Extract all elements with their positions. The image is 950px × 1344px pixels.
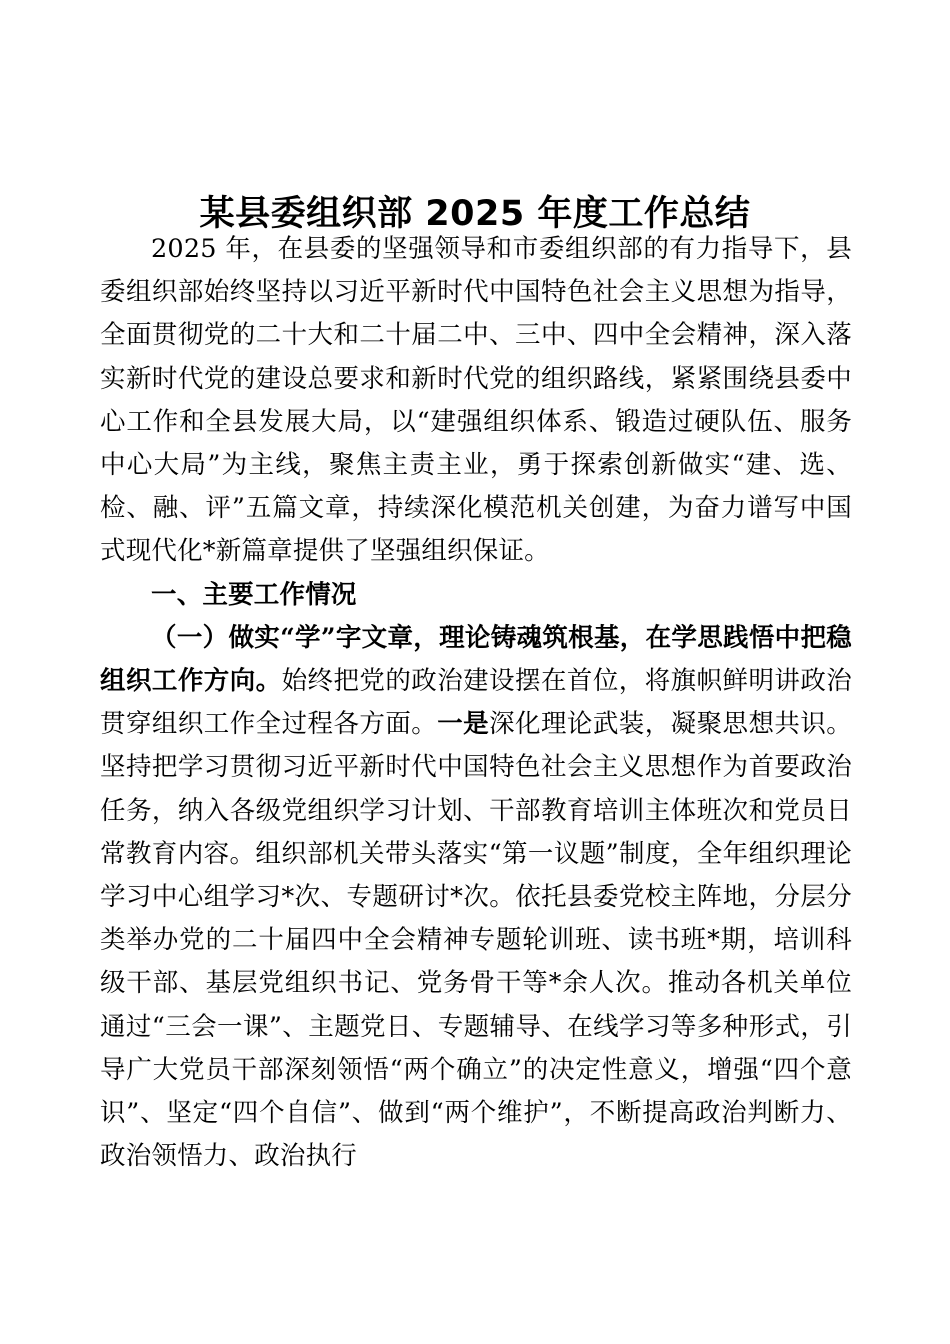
- text-run: 深化理论武装，凝聚思想共识。坚持把学习贯彻习近平新时代中国特色社会主义思想作为首要政治任务，纳入各级党组织学习计划、干部教育培训主体班次和党员日常教育内容。组织部机关带头落实“第一议题”制度，全年组织理论学习中心组学习*次、专题研讨*次。依托县委党校主阵地，分层分类举办党的二十届四中全会精神专题轮训班、读书班*期，培训科级干部、基层党组织书记、党务骨干等*余人次。推动各机关单位通过“三会一课”、主题党日、专题辅导、在线学习等多种形式，引导广大党员干部深刻领悟“两个确立”的决定性意义，增强“四个意识”、坚定“四个自信”、做到“两个维护”，不断提高政治判断力、政治领悟力、政治执行: [100, 709, 852, 1172]
- page-title: 某县委组织部 2025 年度工作总结: [199, 194, 751, 235]
- text-run: （一）做实“学”字文章，理论铸魂筑根基，在学思践悟中把稳组织工作方向。: [100, 622, 852, 697]
- paragraph-subsection-one: [100, 617, 852, 1179]
- paragraph-intro: [100, 228, 852, 574]
- text-run: 2025 年，在县委的坚强领导和市委组织部的有力指导下，县委组织部始终坚持以习近平新时代中国特色社会主义思想为指导，全面贯彻党的二十大和二十届二中、三中、四中全会精神，深入落实新时代党的建设总要求和新时代党的组织路线，紧紧围绕县委中心工作和全县发展大局，以“建强组织体系、锻造过硬队伍、服务中心大局”为主线，聚焦主责主业，勇于探索创新做实“建、选、检、融、评”五篇文章，持续深化模范机关创建，为奋力谱写中国式现代化*新篇章提供了坚强组织保证。: [100, 234, 852, 567]
- text-run: 一是: [437, 709, 490, 740]
- paragraph-section-one: [100, 574, 852, 617]
- text-run: 始终把党的政治建设摆在首位，将旗帜鲜明讲政治贯穿组织工作全过程各方面。: [100, 666, 852, 740]
- text-run: 一、主要工作情况: [151, 579, 357, 610]
- document-body: [100, 228, 852, 1178]
